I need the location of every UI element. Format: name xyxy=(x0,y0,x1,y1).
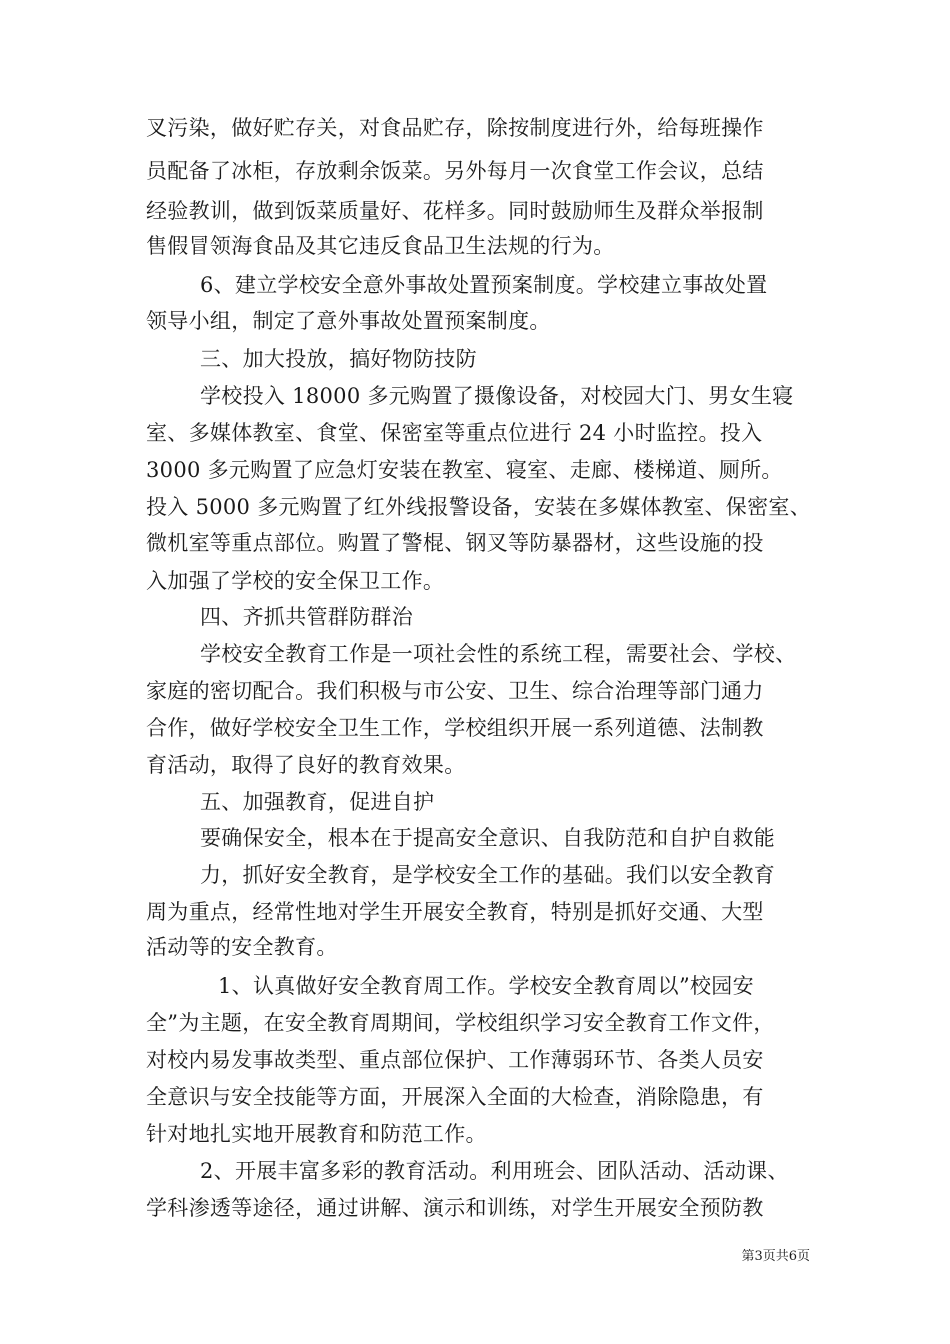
text-line: 入加强了学校的安全保卫工作。 xyxy=(146,569,445,593)
section-heading: 四、齐抓共管群防群治 xyxy=(200,605,413,629)
text-line: 3000 多元购置了应急灯安装在教室、寝室、走廊、楼梯道、厕所。 xyxy=(146,458,783,482)
text-line: 全意识与安全技能等方面，开展深入全面的大检查，消除隐患，有 xyxy=(146,1085,764,1109)
text-line: 要确保安全，根本在于提高安全意识、自我防范和自护自救能 xyxy=(200,826,776,850)
text-line: 家庭的密切配合。我们积极与市公安、卫生、综合治理等部门通力 xyxy=(146,679,764,703)
page-number: 第3页共6页 xyxy=(741,1249,810,1264)
text-line: 对校内易发事故类型、重点部位保护、工作薄弱环节、各类人员安 xyxy=(146,1048,764,1072)
section-heading: 三、加大投放，搞好物防技防 xyxy=(200,347,477,371)
text-line: 活动等的安全教育。 xyxy=(146,935,338,959)
text-line: 6、建立学校安全意外事故处置预案制度。学校建立事故处置 xyxy=(200,273,768,297)
text-line: 投入 5000 多元购置了红外线报警设备，安装在多媒体教室、保密室、 xyxy=(146,495,811,519)
text-line: 力，抓好安全教育，是学校安全工作的基础。我们以安全教育 xyxy=(200,863,776,887)
text-line: 售假冒领海食品及其它违反食品卫生法规的行为。 xyxy=(146,234,615,258)
text-line: 学校投入 18000 多元购置了摄像设备，对校园大门、男女生寝 xyxy=(200,384,794,408)
text-line: 员配备了冰柜，存放剩余饭菜。另外每月一次食堂工作会议，总结 xyxy=(146,159,764,183)
text-line: 室、多媒体教室、食堂、保密室等重点位进行 24 小时监控。投入 xyxy=(146,421,763,445)
text-line: 育活动，取得了良好的教育效果。 xyxy=(146,753,466,777)
text-line: 学科渗透等途径，通过讲解、演示和训练，对学生开展安全预防教 xyxy=(146,1196,764,1220)
text-line: 叉污染，做好贮存关，对食品贮存，除按制度进行外，给每班操作 xyxy=(146,116,764,140)
text-line: 领导小组，制定了意外事故处置预案制度。 xyxy=(146,309,551,333)
text-line: 微机室等重点部位。购置了警棍、钢叉等防暴器材，这些设施的投 xyxy=(146,531,764,555)
text-line: 2、开展丰富多彩的教育活动。利用班会、团队活动、活动课、 xyxy=(200,1159,789,1183)
text-line: 学校安全教育工作是一项社会性的系统工程，需要社会、学校、 xyxy=(200,642,797,666)
text-line: 1、认真做好安全教育周工作。学校安全教育周以”校园安 xyxy=(218,974,754,998)
text-line: 合作，做好学校安全卫生工作，学校组织开展一系列道德、法制教 xyxy=(146,716,764,740)
section-heading: 五、加强教育，促进自护 xyxy=(200,790,435,814)
text-line: 全”为主题，在安全教育周期间，学校组织学习安全教育工作文件， xyxy=(146,1011,775,1035)
text-line: 经验教训，做到饭菜质量好、花样多。同时鼓励师生及群众举报制 xyxy=(146,199,764,223)
text-line: 针对地扎实地开展教育和防范工作。 xyxy=(146,1122,487,1146)
text-line: 周为重点，经常性地对学生开展安全教育，特别是抓好交通、大型 xyxy=(146,900,764,924)
